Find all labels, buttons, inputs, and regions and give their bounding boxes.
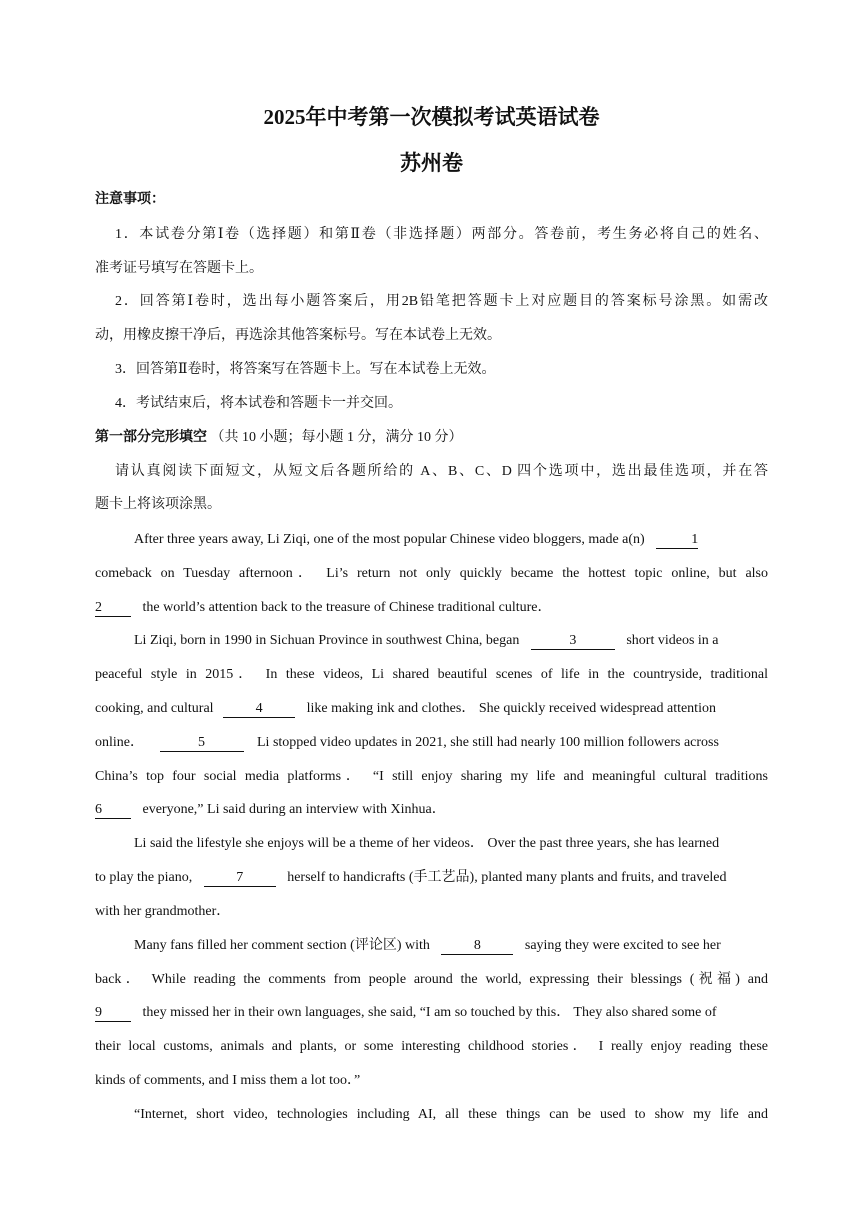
section-heading-note: （共 10 小题；每小题 1 分，满分 10 分） [210, 430, 463, 445]
notice-item-2: 2．回答第Ⅰ卷时，选出每小题答案后，用2B铅笔把答题卡上对应题目的答案标号涂黑。如需改 [115, 294, 768, 309]
passage-line [134, 937, 768, 955]
notice-item-1: 1．本试卷分第Ⅰ卷（选择题）和第Ⅱ卷（非选择题）两部分。答卷前，考生务必将自己的姓名、 [115, 227, 768, 242]
passage-text: everyone,” Li said during an interview with Xinhua． [142, 802, 446, 817]
blank-2: 2 [95, 600, 131, 617]
passage-line: Li said the lifestyle she enjoys will be a theme of her videos． Over the past three years, she has learned [134, 836, 720, 851]
section-heading-line [95, 429, 768, 447]
passage-text: Li Ziqi, born in 1990 in Sichuan Province in southwest China, began [134, 633, 520, 648]
section-instructions-cont: 题卡上将该项涂黑。 [95, 497, 221, 512]
notice-heading: 注意事项： [95, 192, 165, 207]
page-subtitle: 苏州卷 [400, 151, 463, 175]
passage-line: “Internet, short video, technologies including AI, all these things can be used to show my life and [134, 1107, 768, 1122]
passage-line [95, 1004, 768, 1022]
passage-line [134, 531, 768, 549]
passage-line: with her grandmother． [95, 904, 231, 919]
passage-text: After three years away, Li Ziqi, one of the most popular Chinese video bloggers, made a(n) [134, 532, 645, 547]
passage-line: comeback on Tuesday afternoon． Li’s return not only quickly became the hottest topic online, but also [95, 566, 768, 581]
passage-line [95, 869, 768, 887]
blank-5: 5 [160, 735, 244, 752]
section-heading: 第一部分完形填空 [95, 430, 207, 445]
passage-line: their local customs, animals and plants, or some interesting childhood stories． I really enjoy reading these [95, 1039, 768, 1054]
passage-text: cooking, and cultural [95, 701, 214, 716]
section-instructions: 请认真阅读下面短文，从短文后各题所给的 A、B、C、D 四个选项中，选出最佳选项，并在答 [115, 464, 768, 479]
passage-line: kinds of comments, and I miss them a lot too．” [95, 1073, 361, 1088]
passage-text: to play the piano, [95, 870, 193, 885]
blank-3: 3 [531, 633, 615, 650]
notice-item-1-cont: 准考证号填写在答题卡上。 [95, 261, 263, 276]
passage-text: online． [95, 735, 144, 750]
blank-7: 7 [204, 870, 276, 887]
passage-line: China’s top four social media platforms． “I still enjoy sharing my life and meaningful cultural traditions [95, 769, 768, 784]
passage-text: herself to handicrafts (手工艺品), planted many plants and fruits, and traveled [287, 870, 727, 885]
passage-text: short videos in a [626, 633, 719, 648]
blank-1: 1 [656, 532, 698, 549]
passage-text: Li stopped video updates in 2021, she still had nearly 100 million followers across [257, 735, 719, 750]
passage-line [134, 632, 768, 650]
page-title: 2025年中考第一次模拟考试英语试卷 [263, 105, 600, 129]
blank-9: 9 [95, 1005, 131, 1022]
passage-line: back． While reading the comments from people around the world, expressing their blessings (祝福) and [95, 972, 768, 987]
notice-item-3: 3．回答第Ⅱ卷时，将答案写在答题卡上。写在本试卷上无效。 [115, 362, 496, 377]
passage-line [95, 700, 768, 718]
blank-6: 6 [95, 802, 131, 819]
blank-4: 4 [223, 701, 295, 718]
blank-8: 8 [441, 938, 513, 955]
passage-line: peaceful style in 2015． In these videos, Li shared beautiful scenes of life in the countryside, traditional [95, 667, 768, 682]
notice-item-2-cont: 动，用橡皮擦干净后，再选涂其他答案标号。写在本试卷上无效。 [95, 328, 501, 343]
passage-text: like making ink and clothes． She quickly received widespread attention [306, 701, 716, 716]
passage-line [95, 734, 768, 752]
passage-line [95, 801, 768, 819]
notice-item-4: 4．考试结束后，将本试卷和答题卡一并交回。 [115, 396, 402, 411]
passage-line [95, 599, 768, 617]
passage-text: Many fans filled her comment section (评论区) with [134, 938, 430, 953]
passage-text: they missed her in their own languages, she said, “I am so touched by this． They also shared some of [142, 1005, 717, 1020]
passage-text: the world’s attention back to the treasure of Chinese traditional culture． [142, 600, 552, 615]
passage-text: saying they were excited to see her [524, 938, 721, 953]
